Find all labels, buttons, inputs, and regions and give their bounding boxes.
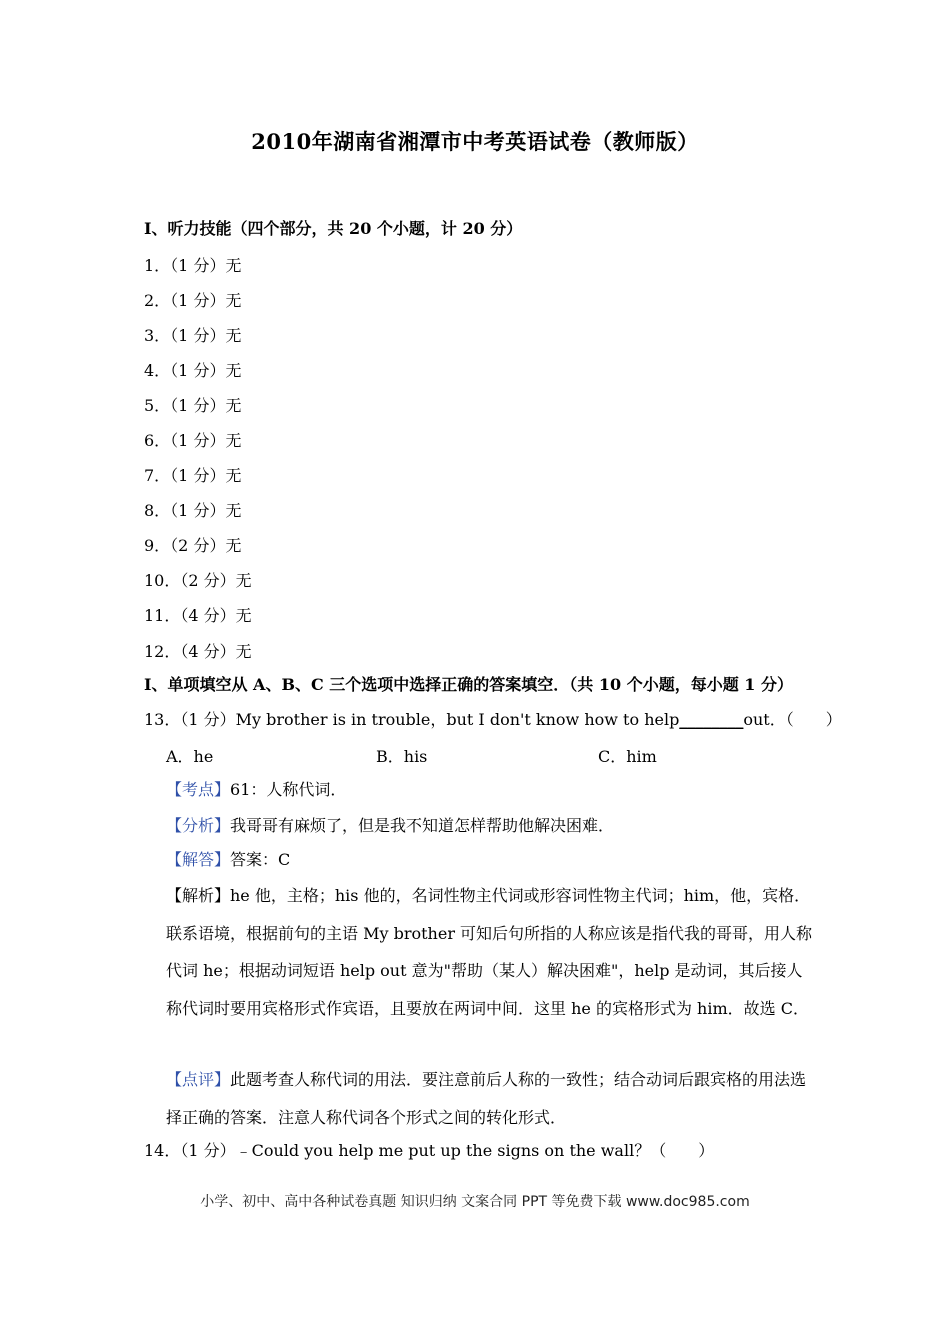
list-item: 12．（4 分）无 (144, 642, 252, 661)
fenxi-line (166, 815, 614, 837)
jieda-tag: 【解答】 (166, 850, 231, 869)
list-item: 6．（1 分）无 (144, 431, 242, 450)
dianping-paragraph (166, 1061, 814, 1136)
list-item: 7．（1 分）无 (144, 466, 242, 485)
fenxi-text: 我哥哥有麻烦了，但是我不知道怎样帮助他解决困难． (230, 816, 615, 835)
dianping-tag: 【点评】 (166, 1070, 231, 1089)
kaodian-text: 61：人称代词． (230, 780, 347, 799)
question-13-stem (144, 709, 842, 731)
list-item: 8．（1 分）无 (144, 501, 242, 520)
kaodian-tag: 【考点】 (166, 780, 231, 799)
option-a: A．he (166, 747, 214, 766)
list-item: 4．（1 分）无 (144, 361, 242, 380)
jiexi-paragraph: 【解析】he 他，主格；his 他的，名词性物主代词或形容词性物主代词；him，他，宾格．联系语境，根据前句的主语 My brother 可知后句所指的人称应该是指代我的哥哥，用人称代词 he；根据动词短语 help out 意为"帮助（某人）解决困难"，help 是动词，其后接人称代词时要用宾格形式作宾语，且要放在两词中间．这里 he 的宾格形式为 him．故选 C． (166, 886, 813, 1018)
list-item: 10．（2 分）无 (144, 571, 252, 590)
option-c: C．him (598, 747, 657, 766)
jieda-text: 答案：C (230, 850, 291, 869)
list-item: 3．（1 分）无 (144, 326, 242, 345)
question-14-stem: 14．（1 分）﹣Could you help me put up the signs on the wall？（ ） (144, 1141, 715, 1160)
list-item: 11．（4 分）无 (144, 606, 252, 625)
question-13-suffix: out．（ ） (743, 710, 842, 729)
list-item: 9．（2 分）无 (144, 536, 242, 555)
page-title: 2010年湖南省湘潭市中考英语试卷（教师版） (251, 129, 699, 154)
question-13-blank: ________ (679, 710, 744, 729)
dianping-text: 此题考查人称代词的用法．要注意前后人称的一致性；结合动词后跟宾格的用法选择正确的答案．注意人称代词各个形式之间的转化形式． (166, 1070, 807, 1127)
kaodian-line (166, 779, 346, 801)
section2-heading: I、单项填空从 A、B、C 三个选项中选择正确的答案填空．（共 10 个小题，每小题 1 分） (144, 675, 793, 694)
list-item: 5．（1 分）无 (144, 396, 242, 415)
question-13-prefix: 13．（1 分）My brother is in trouble，but I don't know how to help (144, 710, 680, 729)
option-b: B．his (376, 747, 428, 766)
jieda-line (166, 849, 290, 871)
list-item: 2．（1 分）无 (144, 291, 242, 310)
list-item: 1．（1 分）无 (144, 256, 242, 275)
page-footer: 小学、初中、高中各种试卷真题 知识归纳 文案合同 PPT 等免费下载 www.doc985.com (200, 1194, 750, 1210)
section1-heading: I、听力技能（四个部分，共 20 个小题，计 20 分） (144, 219, 523, 238)
fenxi-tag: 【分析】 (166, 816, 231, 835)
